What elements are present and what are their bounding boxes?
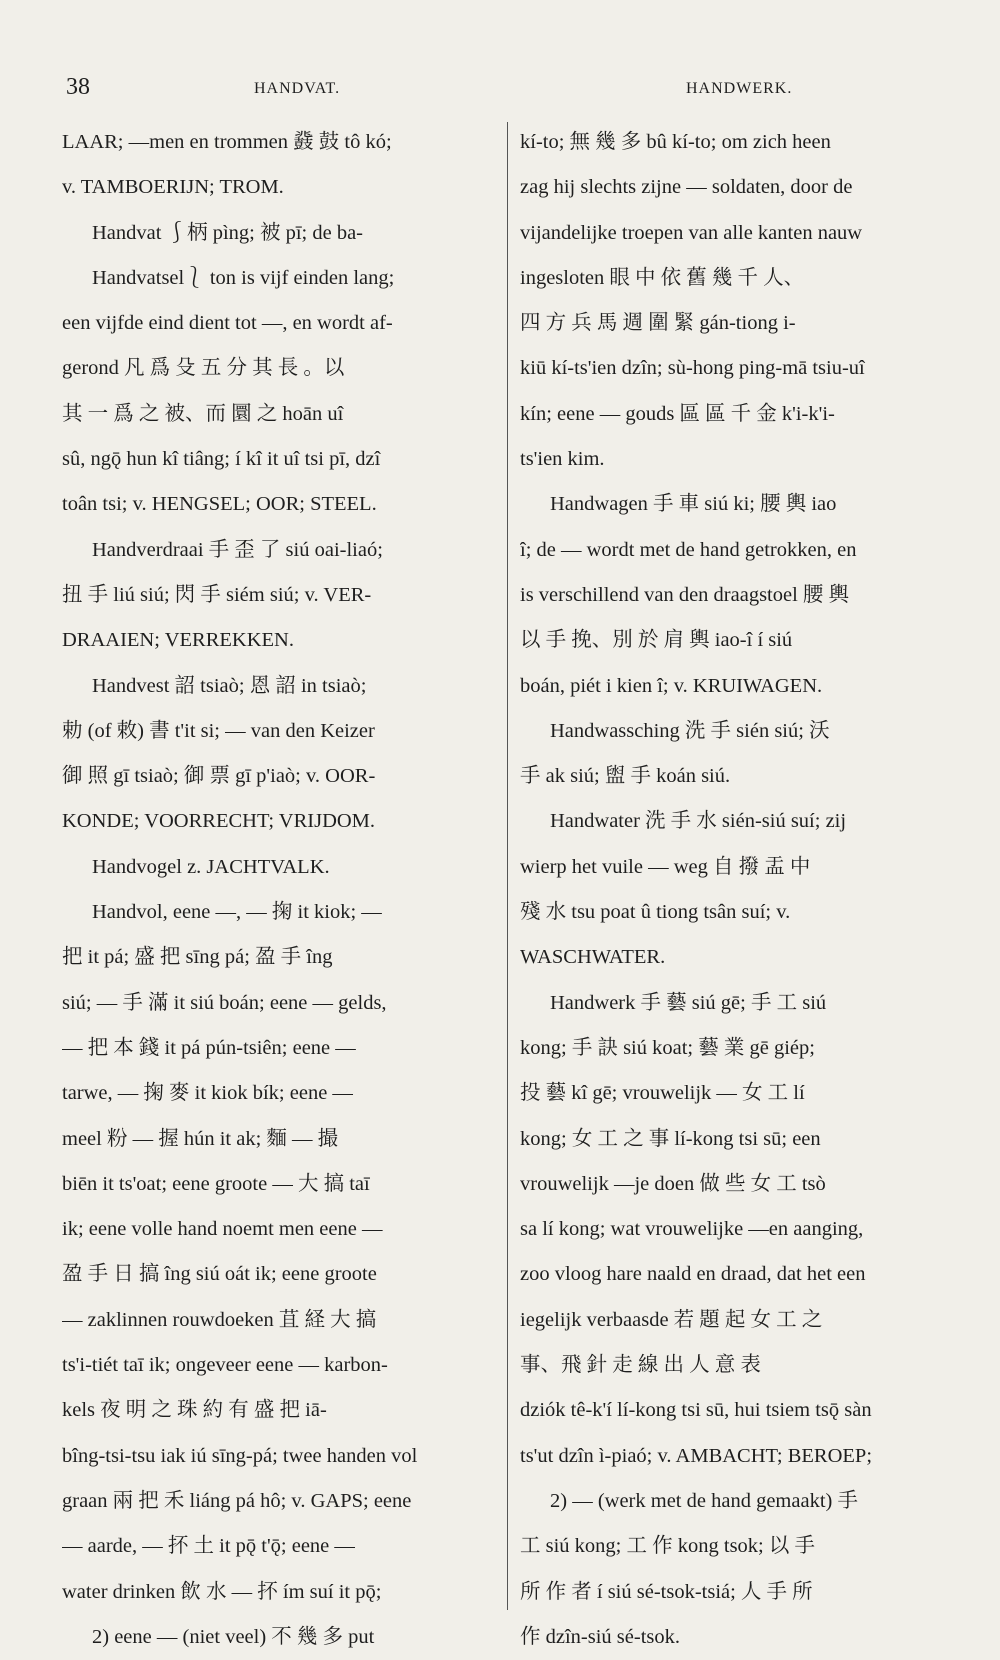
text-line: 盈 手 日 搞 îng siú oát ik; eene groote xyxy=(62,1263,377,1286)
text-line: Handwater 洗 手 水 sién-siú suí; zij xyxy=(550,810,847,833)
text-line: 把 it pá; 盛 把 sīng pá; 盈 手 îng xyxy=(62,946,333,969)
left-running-head: HANDVAT. xyxy=(254,80,341,97)
text-line: 手 ak siú; 盥 手 koán siú. xyxy=(520,765,731,788)
text-line: sû, ngǭ hun kî tiâng; í kî it uî tsi pī, dzî xyxy=(62,448,381,471)
text-line: Handvat ⎰柄 pìng; 被 pī; de ba- xyxy=(92,221,364,244)
text-line: Handwerk 手 藝 siú gē; 手 工 siú xyxy=(550,991,827,1014)
text-line: tarwe, — 掬 麥 it kiok bík; eene — xyxy=(62,1082,353,1105)
text-line: vrouwelijk —je doen 做 些 女 工 tsò xyxy=(520,1172,826,1195)
text-line: siú; — 手 滿 it siú boán; eene — gelds, xyxy=(62,991,387,1014)
text-line: toân tsi; v. HENGSEL; OOR; STEEL. xyxy=(62,493,377,516)
text-line: wierp het vuile — weg 自 撥 盂 中 xyxy=(520,855,811,878)
text-line: graan 兩 把 禾 liáng pá hô; v. GAPS; eene xyxy=(62,1489,412,1512)
text-line: zoo vloog hare naald en draad, dat het een xyxy=(520,1263,866,1286)
text-line: meel 粉 — 握 hún it ak; 麵 — 撮 xyxy=(62,1127,339,1150)
text-line: Handvol, eene —, — 掬 it kiok; — xyxy=(92,901,382,924)
text-line: biēn it ts'oat; eene groote — 大 搞 taī xyxy=(62,1172,370,1195)
page-header xyxy=(66,74,958,108)
text-line: vijandelijke troepen van alle kanten nauw xyxy=(520,221,863,244)
text-line: 扭 手 liú siú; 閃 手 siém siú; v. VER- xyxy=(62,583,372,606)
text-line: kiū kí-ts'ien dzîn; sù-hong ping-mā tsiu-uî xyxy=(520,357,865,380)
text-line: 勅 (of 敕) 書 t'it si; — van den Keizer xyxy=(62,719,375,742)
right-running-head: HANDWERK. xyxy=(686,80,793,97)
text-line: kong; 手 訣 siú koat; 藝 業 gē giép; xyxy=(520,1036,815,1059)
text-line: 事、飛 針 走 線 出 人 意 表 xyxy=(520,1354,761,1377)
text-line: Handvatsel⎱ ton is vijf einden lang; xyxy=(92,266,395,289)
text-line: — 把 本 錢 it pá pún-tsiên; eene — xyxy=(62,1036,356,1059)
text-line: zag hij slechts zijne — soldaten, door de xyxy=(520,176,853,199)
text-line: ts'ien kim. xyxy=(520,448,605,471)
text-line: bîng-tsi-tsu iak iú sīng-pá; twee handen vol xyxy=(62,1444,418,1467)
text-line: is verschillend van den draagstoel 腰 輿 xyxy=(520,583,850,606)
text-line: 工 siú kong; 工 作 kong tsok; 以 手 xyxy=(520,1535,815,1558)
text-line: 以 手 挽、別 於 肩 輿 iao-î í siú xyxy=(520,629,793,652)
text-line: DRAAIEN; VERREKKEN. xyxy=(62,629,294,652)
text-line: 投 藝 kî gē; vrouwelijk — 女 工 lí xyxy=(520,1082,805,1105)
text-line: een vijfde eind dient tot —, en wordt af- xyxy=(62,312,393,335)
text-line: ts'ut dzîn ì-piaó; v. AMBACHT; BEROEP; xyxy=(520,1444,873,1467)
text-line: 御 照 gī tsiaò; 御 票 gī p'iaò; v. OOR- xyxy=(62,765,376,788)
text-line: ik; eene volle hand noemt men eene — xyxy=(62,1218,383,1241)
text-line: Handverdraai 手 歪 了 siú oai-liaó; xyxy=(92,538,383,561)
text-line: KONDE; VOORRECHT; VRIJDOM. xyxy=(62,810,376,833)
text-line: kong; 女 工 之 事 lí-kong tsi sū; een xyxy=(520,1127,821,1150)
text-line: gerond 凡 爲 殳 五 分 其 長 。以 xyxy=(62,357,345,380)
text-line: Handvogel z. JACHTVALK. xyxy=(92,855,330,878)
text-line: boán, piét i kien î; v. KRUIWAGEN. xyxy=(520,674,823,697)
text-line: 殘 水 tsu poat û tiong tsân suí; v. xyxy=(520,901,791,924)
text-line: sa lí kong; wat vrouwelijke —en aanging, xyxy=(520,1218,864,1241)
text-line: dziók tê-k'í lí-kong tsi sū, hui tsiem tsǭ sàn xyxy=(520,1399,872,1422)
left-column xyxy=(62,120,494,1660)
text-line: iegelijk verbaasde 若 題 起 女 工 之 xyxy=(520,1308,823,1331)
text-line: 2) — (werk met de hand gemaakt) 手 xyxy=(550,1489,858,1512)
text-line: Handwassching 洗 手 sién siú; 沃 xyxy=(550,719,830,742)
page-number: 38 xyxy=(66,74,90,100)
text-line: 作 dzîn-siú sé-tsok. xyxy=(520,1625,680,1648)
text-line: kín; eene — gouds 區 區 千 金 k'i-k'i- xyxy=(520,402,835,425)
text-line: ingesloten 眼 中 依 舊 幾 千 人、 xyxy=(520,266,805,289)
text-line: kí-to; 無 幾 多 bû kí-to; om zich heen xyxy=(520,131,831,153)
text-line: — aarde, — 抔 土 it pǭ t'ǭ; eene — xyxy=(62,1535,355,1558)
text-line: 所 作 者 í siú sé-tsok-tsiá; 人 手 所 xyxy=(520,1580,813,1603)
text-line: î; de — wordt met de hand getrokken, en xyxy=(520,538,857,561)
text-line: 四 方 兵 馬 週 圍 緊 gán-tiong i- xyxy=(520,312,796,335)
text-line: — zaklinnen rouwdoeken 苴 経 大 搞 xyxy=(62,1308,377,1331)
right-column xyxy=(520,120,962,1660)
text-line: LAAR; —men en trommen 鼗 鼓 tô kó; xyxy=(62,131,392,153)
text-line: 其 一 爲 之 被、而 圜 之 hoān uî xyxy=(62,402,344,425)
text-line: kels 夜 明 之 珠 約 有 盛 把 iā- xyxy=(62,1399,327,1422)
text-line: v. TAMBOERIJN; TROM. xyxy=(62,176,284,199)
column-divider xyxy=(507,122,508,1610)
text-line: Handvest 詔 tsiaò; 恩 詔 in tsiaò; xyxy=(92,674,367,697)
text-line: ts'i-tiét taī ik; ongeveer eene — karbon- xyxy=(62,1354,388,1377)
text-line: Handwagen 手 車 siú ki; 腰 輿 iao xyxy=(550,493,837,516)
text-line: WASCHWATER. xyxy=(520,946,666,969)
text-line: 2) eene — (niet veel) 不 幾 多 put xyxy=(92,1625,375,1648)
text-line: water drinken 飲 水 — 抔 ím suí it pǭ; xyxy=(62,1580,382,1603)
